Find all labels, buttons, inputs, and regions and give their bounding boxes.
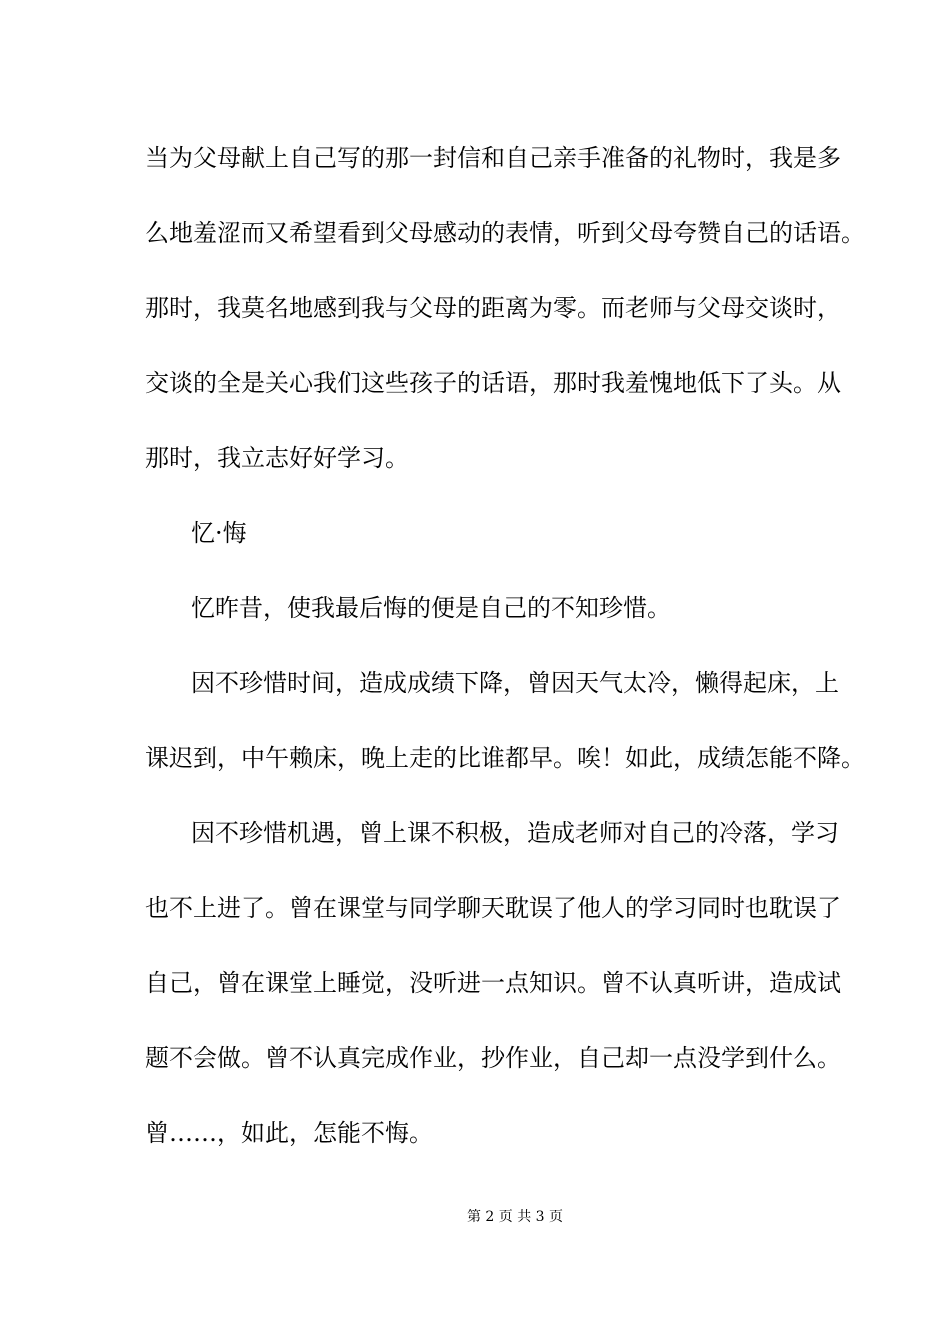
- paragraph-line-9: 课迟到，中午赖床，晚上走的比谁都早。唉！如此，成绩怎能不降。: [145, 744, 865, 772]
- paragraph-line-5: 那时，我立志好好学习。: [145, 444, 409, 472]
- section-heading: 忆·悔: [191, 519, 247, 547]
- paragraph-line-7: 忆昨昔，使我最后悔的便是自己的不知珍惜。: [191, 594, 671, 622]
- paragraph-line-12: 自己，曾在课堂上睡觉，没听进一点知识。曾不认真听讲，造成试: [145, 969, 841, 997]
- paragraph-line-1: 当为父母献上自己写的那一封信和自己亲手准备的礼物时，我是多: [145, 144, 841, 172]
- paragraph-line-14: 曾……，如此，怎能不悔。: [145, 1119, 433, 1147]
- paragraph-line-8: 因不珍惜时间，造成成绩下降，曾因天气太冷，懒得起床，上: [191, 669, 839, 697]
- paragraph-line-10: 因不珍惜机遇，曾上课不积极，造成老师对自己的冷落，学习: [191, 819, 839, 847]
- paragraph-line-4: 交谈的全是关心我们这些孩子的话语，那时我羞愧地低下了头。从: [145, 369, 841, 397]
- paragraph-line-3: 那时，我莫名地感到我与父母的距离为零。而老师与父母交谈时，: [145, 294, 841, 322]
- paragraph-line-2: 么地羞涩而又希望看到父母感动的表情，听到父母夸赞自己的话语。: [145, 219, 865, 247]
- paragraph-line-13: 题不会做。曾不认真完成作业，抄作业，自己却一点没学到什么。: [145, 1044, 841, 1072]
- paragraph-line-11: 也不上进了。曾在课堂与同学聊天耽误了他人的学习同时也耽误了: [145, 894, 841, 922]
- page-number-footer: 第 2 页 共 3 页: [466, 1209, 564, 1225]
